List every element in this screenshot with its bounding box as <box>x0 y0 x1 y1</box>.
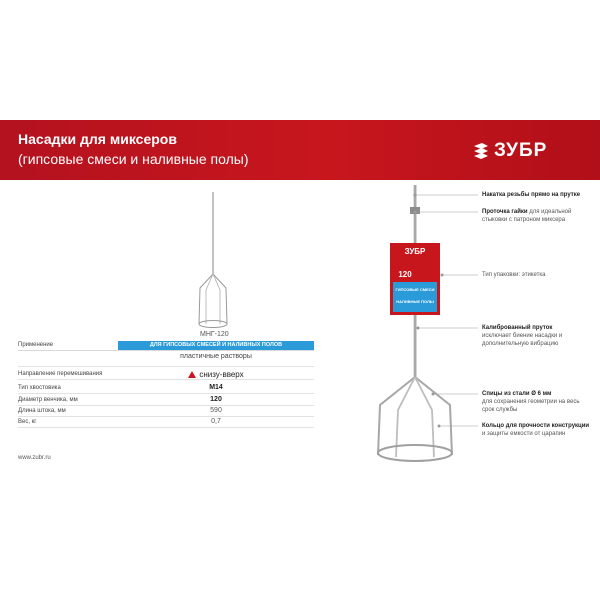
callout-text: исключает биение насадки и дополнительную вибрацию <box>482 333 563 347</box>
spec-value: ДЛЯ ГИПСОВЫХ СМЕСЕЙ И НАЛИВНЫХ ПОЛОВ <box>118 341 314 350</box>
model-label: МНГ-120 <box>200 331 229 338</box>
callout-bold: Кольцо для прочности конструкции <box>482 423 590 429</box>
page-title: Насадки для миксеров <box>18 131 177 147</box>
website-link[interactable]: www.zubr.ru <box>18 455 51 461</box>
mixer-thumbnail <box>188 192 238 330</box>
spec-row <box>18 395 314 406</box>
callout-text: и защиты емкости от царапин <box>482 431 566 437</box>
callout-nut <box>482 208 590 224</box>
callout-text: Тип упаковки: этикетка <box>482 272 546 278</box>
spec-value: 590 <box>210 407 222 414</box>
package-brand: ЗУБР <box>404 247 426 256</box>
callout-bold: Проточка гайки <box>482 209 528 215</box>
spec-row <box>18 383 314 394</box>
callout-bold: Калиброванный пруток <box>482 325 553 331</box>
protective-ring <box>378 445 452 461</box>
brand-logo <box>472 140 547 162</box>
spec-value: M14 <box>209 384 223 391</box>
spec-row <box>18 406 314 417</box>
spec-value: снизу-вверх <box>199 370 244 379</box>
callout-ring <box>482 422 590 438</box>
spec-label: Направление перемешивания <box>18 371 103 377</box>
package-text-2: НАЛИВНЫЕ ПОЛЫ <box>396 299 434 304</box>
spec-row <box>18 417 314 428</box>
callout-bold: Спицы из стали Ø 6 мм <box>482 391 552 397</box>
spec-label: Длина штока, мм <box>18 408 66 414</box>
callout-text: для сохранения геометрии на весь срок службы <box>482 399 580 413</box>
callout-bold: Накатка резьбы прямо на прутке <box>482 192 581 198</box>
brand-name: ЗУБР <box>494 140 548 161</box>
spec-value: 120 <box>210 396 222 403</box>
package-size: 120 <box>398 270 412 279</box>
callout-package <box>482 271 590 279</box>
arrow-up-icon <box>188 371 196 378</box>
page-subtitle: (гипсовые смеси и наливные полы) <box>18 151 249 167</box>
spec-label: Тип хвостовика <box>18 385 61 391</box>
callout-text: для идеальной стыковки с патроном миксера <box>482 209 572 223</box>
spec-label: Диаметр венчика, мм <box>18 397 78 403</box>
spec-value-wrapper <box>118 370 314 379</box>
spec-application-extra-row <box>18 352 314 363</box>
nut-groove <box>410 207 420 214</box>
spec-value: 0,7 <box>211 418 221 425</box>
callout-thread <box>482 191 600 199</box>
mixer-illustration <box>360 185 480 470</box>
package-text-1: ГИПСОВЫЕ СМЕСИ <box>395 287 435 292</box>
spec-value: пластичные растворы <box>180 353 252 360</box>
callout-spokes <box>482 390 588 414</box>
spec-application-row <box>18 340 314 351</box>
spec-label: Вес, кг <box>18 419 37 425</box>
spec-direction-row <box>18 366 314 380</box>
callout-rod <box>482 324 590 348</box>
brand-chevron-icon <box>472 143 490 159</box>
spec-label: Применение <box>18 342 54 348</box>
